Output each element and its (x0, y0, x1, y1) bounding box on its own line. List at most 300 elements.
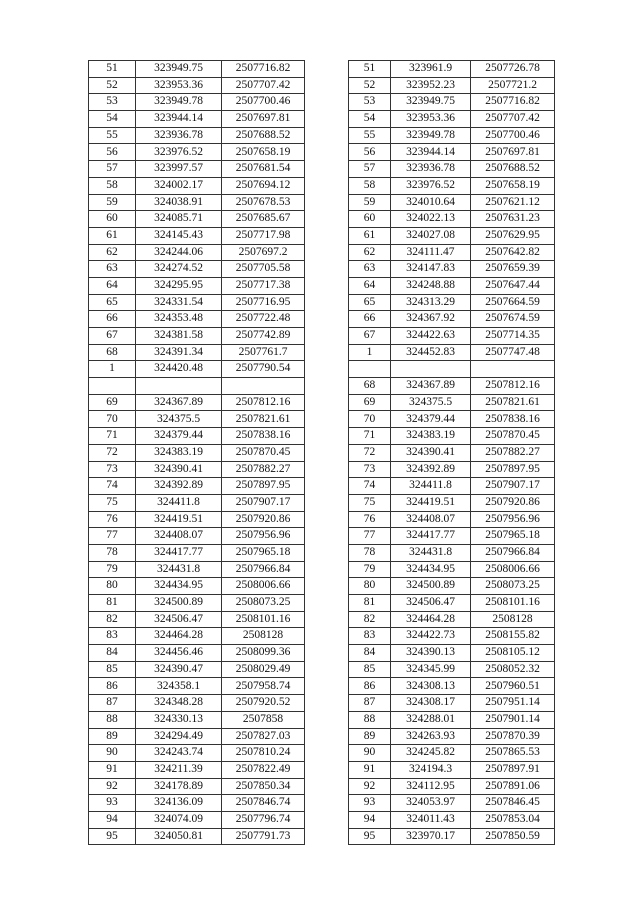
y-coordinate-cell: 2507791.73 (222, 828, 305, 845)
x-coordinate-cell: 324500.89 (391, 578, 471, 595)
table-row (349, 611, 555, 628)
y-coordinate-cell: 2507707.42 (222, 77, 305, 94)
y-coordinate-cell: 2507717.38 (222, 277, 305, 294)
y-coordinate-cell: 2507664.59 (471, 294, 555, 311)
x-coordinate-cell: 324248.88 (391, 277, 471, 294)
point-number-cell: 61 (349, 227, 391, 244)
point-number-cell: 74 (89, 478, 136, 495)
x-coordinate-cell: 324419.51 (136, 511, 222, 528)
table-row (349, 645, 555, 662)
x-coordinate-cell: 324358.1 (136, 678, 222, 695)
x-coordinate-cell: 324506.47 (136, 611, 222, 628)
x-coordinate-cell: 324243.74 (136, 745, 222, 762)
table-row (89, 244, 305, 261)
y-coordinate-cell: 2507674.59 (471, 311, 555, 328)
x-coordinate-cell: 324383.19 (391, 428, 471, 445)
point-number-cell: 51 (349, 61, 391, 78)
y-coordinate-cell: 2507688.52 (471, 161, 555, 178)
x-coordinate-cell (136, 378, 222, 395)
x-coordinate-cell: 324379.44 (391, 411, 471, 428)
x-coordinate-cell: 324027.08 (391, 227, 471, 244)
x-coordinate-cell: 324288.01 (391, 711, 471, 728)
point-number-cell: 79 (89, 561, 136, 578)
table-row (349, 177, 555, 194)
y-coordinate-cell: 2507742.89 (222, 328, 305, 345)
y-coordinate-cell: 2507647.44 (471, 277, 555, 294)
table-row (349, 311, 555, 328)
table-row (349, 127, 555, 144)
table-row (349, 211, 555, 228)
y-coordinate-cell: 2507838.16 (471, 411, 555, 428)
x-coordinate-cell: 323949.78 (136, 94, 222, 111)
table-row (349, 144, 555, 161)
point-number-cell: 66 (349, 311, 391, 328)
point-number-cell: 53 (89, 94, 136, 111)
point-number-cell: 67 (89, 328, 136, 345)
table-row (89, 227, 305, 244)
table-row (89, 277, 305, 294)
coordinate-table-right (348, 60, 555, 845)
y-coordinate-cell: 2507891.06 (471, 778, 555, 795)
y-coordinate-cell: 2507827.03 (222, 728, 305, 745)
y-coordinate-cell: 2507761.7 (222, 344, 305, 361)
point-number-cell: 58 (89, 177, 136, 194)
x-coordinate-cell: 324390.41 (391, 444, 471, 461)
x-coordinate-cell: 324211.39 (136, 761, 222, 778)
table-row (349, 94, 555, 111)
y-coordinate-cell: 2507882.27 (471, 444, 555, 461)
table-row (89, 595, 305, 612)
x-coordinate-cell: 323970.17 (391, 828, 471, 845)
table-row (349, 711, 555, 728)
x-coordinate-cell: 324390.41 (136, 461, 222, 478)
point-number-cell: 90 (89, 745, 136, 762)
point-number-cell: 52 (89, 77, 136, 94)
point-number-cell: 72 (349, 444, 391, 461)
point-number-cell: 54 (89, 111, 136, 128)
point-number-cell: 83 (89, 628, 136, 645)
y-coordinate-cell: 2507796.74 (222, 811, 305, 828)
point-number-cell (89, 378, 136, 395)
table-row (349, 661, 555, 678)
table-row (349, 728, 555, 745)
table-row (89, 544, 305, 561)
point-number-cell: 58 (349, 177, 391, 194)
y-coordinate-cell: 2507920.86 (471, 494, 555, 511)
point-number-cell: 84 (89, 645, 136, 662)
y-coordinate-cell: 2507858 (222, 711, 305, 728)
point-number-cell: 87 (89, 695, 136, 712)
point-number-cell: 95 (89, 828, 136, 845)
table-row (89, 678, 305, 695)
x-coordinate-cell: 324452.83 (391, 344, 471, 361)
point-number-cell: 51 (89, 61, 136, 78)
table-row (349, 277, 555, 294)
point-number-cell: 55 (349, 127, 391, 144)
x-coordinate-cell: 324136.09 (136, 795, 222, 812)
x-coordinate-cell: 324411.8 (391, 478, 471, 495)
point-number-cell: 65 (349, 294, 391, 311)
x-coordinate-cell: 324085.71 (136, 211, 222, 228)
point-number-cell: 63 (349, 261, 391, 278)
x-coordinate-cell: 324348.28 (136, 695, 222, 712)
table-row (349, 444, 555, 461)
x-coordinate-cell: 323952.23 (391, 77, 471, 94)
y-coordinate-cell: 2507714.35 (471, 328, 555, 345)
y-coordinate-cell: 2507850.34 (222, 778, 305, 795)
point-number-cell: 84 (349, 645, 391, 662)
table-row (89, 261, 305, 278)
x-coordinate-cell: 324002.17 (136, 177, 222, 194)
x-coordinate-cell: 324375.5 (136, 411, 222, 428)
y-coordinate-cell: 2507870.39 (471, 728, 555, 745)
table-row (89, 478, 305, 495)
x-coordinate-cell: 324381.58 (136, 328, 222, 345)
y-coordinate-cell: 2507897.91 (471, 761, 555, 778)
table-row (89, 795, 305, 812)
x-coordinate-cell: 324408.07 (136, 528, 222, 545)
y-coordinate-cell: 2507901.14 (471, 711, 555, 728)
y-coordinate-cell: 2507965.18 (471, 528, 555, 545)
point-number-cell: 68 (89, 344, 136, 361)
x-coordinate-cell: 324419.51 (391, 494, 471, 511)
table-row (89, 111, 305, 128)
x-coordinate-cell: 324011.43 (391, 811, 471, 828)
point-number-cell: 86 (89, 678, 136, 695)
table-row (349, 544, 555, 561)
x-coordinate-cell: 324392.89 (391, 461, 471, 478)
point-number-cell: 87 (349, 695, 391, 712)
y-coordinate-cell: 2508006.66 (471, 561, 555, 578)
table-row (349, 61, 555, 78)
x-coordinate-cell: 324422.73 (391, 628, 471, 645)
point-number-cell: 95 (349, 828, 391, 845)
table-row (89, 778, 305, 795)
y-coordinate-cell: 2507865.53 (471, 745, 555, 762)
y-coordinate-cell: 2507960.51 (471, 678, 555, 695)
table-row (349, 294, 555, 311)
point-number-cell: 62 (349, 244, 391, 261)
x-coordinate-cell: 323949.75 (136, 61, 222, 78)
y-coordinate-cell: 2508029.49 (222, 661, 305, 678)
y-coordinate-cell: 2507705.58 (222, 261, 305, 278)
point-number-cell: 61 (89, 227, 136, 244)
table-row (349, 578, 555, 595)
table-row (349, 261, 555, 278)
point-number-cell: 92 (349, 778, 391, 795)
x-coordinate-cell: 324330.13 (136, 711, 222, 728)
point-number-cell: 57 (349, 161, 391, 178)
x-coordinate-cell: 324464.28 (136, 628, 222, 645)
x-coordinate-cell: 324145.43 (136, 227, 222, 244)
x-coordinate-cell: 324390.13 (391, 645, 471, 662)
coordinate-table-left (88, 60, 305, 845)
y-coordinate-cell: 2507716.82 (222, 61, 305, 78)
table-row (349, 778, 555, 795)
x-coordinate-cell: 323936.78 (391, 161, 471, 178)
point-number-cell: 77 (89, 528, 136, 545)
point-number-cell: 54 (349, 111, 391, 128)
table-row (349, 344, 555, 361)
table-row (89, 294, 305, 311)
x-coordinate-cell: 324431.8 (136, 561, 222, 578)
table-row (89, 61, 305, 78)
x-coordinate-cell: 324053.97 (391, 795, 471, 812)
table-row (349, 528, 555, 545)
table-row (89, 144, 305, 161)
table-row (89, 94, 305, 111)
y-coordinate-cell: 2507897.95 (222, 478, 305, 495)
x-coordinate-cell: 323944.14 (391, 144, 471, 161)
point-number-cell: 52 (349, 77, 391, 94)
y-coordinate-cell: 2507697.2 (222, 244, 305, 261)
y-coordinate-cell: 2507678.53 (222, 194, 305, 211)
table-row (349, 428, 555, 445)
table-body-left (89, 61, 305, 845)
x-coordinate-cell: 324392.89 (136, 478, 222, 495)
x-coordinate-cell: 324383.19 (136, 444, 222, 461)
y-coordinate-cell: 2507846.74 (222, 795, 305, 812)
x-coordinate-cell: 324390.47 (136, 661, 222, 678)
point-number-cell: 68 (349, 378, 391, 395)
point-number-cell: 59 (349, 194, 391, 211)
point-number-cell: 93 (349, 795, 391, 812)
point-number-cell: 76 (349, 511, 391, 528)
y-coordinate-cell: 2507870.45 (222, 444, 305, 461)
x-coordinate-cell: 324417.77 (391, 528, 471, 545)
y-coordinate-cell: 2508006.66 (222, 578, 305, 595)
x-coordinate-cell: 324010.64 (391, 194, 471, 211)
table-row (89, 127, 305, 144)
x-coordinate-cell: 324434.95 (136, 578, 222, 595)
table-row (349, 194, 555, 211)
x-coordinate-cell: 324294.49 (136, 728, 222, 745)
x-coordinate-cell: 324263.93 (391, 728, 471, 745)
y-coordinate-cell: 2507958.74 (222, 678, 305, 695)
point-number-cell: 60 (349, 211, 391, 228)
x-coordinate-cell: 324434.95 (391, 561, 471, 578)
y-coordinate-cell: 2507685.67 (222, 211, 305, 228)
x-coordinate-cell: 324345.99 (391, 661, 471, 678)
y-coordinate-cell: 2507717.98 (222, 227, 305, 244)
table-row (89, 194, 305, 211)
point-number-cell: 78 (89, 544, 136, 561)
point-number-cell: 91 (89, 761, 136, 778)
point-number-cell: 80 (349, 578, 391, 595)
table-row (349, 328, 555, 345)
x-coordinate-cell: 323949.75 (391, 94, 471, 111)
y-coordinate-cell: 2507966.84 (471, 544, 555, 561)
x-coordinate-cell: 324367.89 (136, 394, 222, 411)
table-row (349, 494, 555, 511)
y-coordinate-cell: 2508128 (222, 628, 305, 645)
point-number-cell: 88 (349, 711, 391, 728)
x-coordinate-cell: 324408.07 (391, 511, 471, 528)
y-coordinate-cell: 2507659.39 (471, 261, 555, 278)
y-coordinate-cell: 2507821.61 (222, 411, 305, 428)
x-coordinate-cell: 324313.29 (391, 294, 471, 311)
x-coordinate-cell: 323961.9 (391, 61, 471, 78)
point-number-cell: 76 (89, 511, 136, 528)
table-row (349, 111, 555, 128)
y-coordinate-cell: 2507642.82 (471, 244, 555, 261)
y-coordinate-cell: 2507838.16 (222, 428, 305, 445)
point-number-cell: 82 (89, 611, 136, 628)
y-coordinate-cell: 2507870.45 (471, 428, 555, 445)
table-row (89, 761, 305, 778)
table-row (89, 511, 305, 528)
table-row (349, 695, 555, 712)
y-coordinate-cell (222, 378, 305, 395)
table-row (89, 645, 305, 662)
point-number-cell: 94 (89, 811, 136, 828)
x-coordinate-cell: 324194.3 (391, 761, 471, 778)
table-row (349, 244, 555, 261)
y-coordinate-cell: 2507722.48 (222, 311, 305, 328)
y-coordinate-cell: 2507681.54 (222, 161, 305, 178)
x-coordinate-cell: 324331.54 (136, 294, 222, 311)
table-body-right (349, 61, 555, 845)
x-coordinate-cell: 323936.78 (136, 127, 222, 144)
point-number-cell: 81 (89, 595, 136, 612)
point-number-cell: 75 (89, 494, 136, 511)
point-number-cell: 55 (89, 127, 136, 144)
table-row (89, 628, 305, 645)
table-row (89, 344, 305, 361)
y-coordinate-cell: 2507621.12 (471, 194, 555, 211)
table-row (89, 528, 305, 545)
x-coordinate-cell: 324112.95 (391, 778, 471, 795)
point-number-cell: 73 (349, 461, 391, 478)
x-coordinate-cell: 324111.47 (391, 244, 471, 261)
x-coordinate-cell: 324178.89 (136, 778, 222, 795)
x-coordinate-cell: 323953.36 (136, 77, 222, 94)
table-row (89, 177, 305, 194)
point-number-cell: 85 (89, 661, 136, 678)
x-coordinate-cell: 324308.17 (391, 695, 471, 712)
y-coordinate-cell: 2507956.96 (471, 511, 555, 528)
table-row (89, 211, 305, 228)
table-row (349, 795, 555, 812)
y-coordinate-cell: 2507726.78 (471, 61, 555, 78)
table-row (349, 77, 555, 94)
table-row (349, 595, 555, 612)
y-coordinate-cell (471, 361, 555, 378)
y-coordinate-cell: 2507721.2 (471, 77, 555, 94)
point-number-cell: 85 (349, 661, 391, 678)
point-number-cell: 80 (89, 578, 136, 595)
point-number-cell: 69 (89, 394, 136, 411)
table-row (89, 411, 305, 428)
point-number-cell: 66 (89, 311, 136, 328)
blank-separator-row (89, 378, 305, 395)
x-coordinate-cell: 324308.13 (391, 678, 471, 695)
point-number-cell: 91 (349, 761, 391, 778)
y-coordinate-cell: 2507658.19 (471, 177, 555, 194)
y-coordinate-cell: 2507812.16 (471, 378, 555, 395)
x-coordinate-cell: 324050.81 (136, 828, 222, 845)
x-coordinate-cell: 324147.83 (391, 261, 471, 278)
point-number-cell: 77 (349, 528, 391, 545)
x-coordinate-cell: 324367.89 (391, 378, 471, 395)
table-row (349, 411, 555, 428)
point-number-cell: 90 (349, 745, 391, 762)
y-coordinate-cell: 2508155.82 (471, 628, 555, 645)
table-row (89, 611, 305, 628)
point-number-cell: 70 (349, 411, 391, 428)
point-number-cell: 64 (89, 277, 136, 294)
y-coordinate-cell: 2507694.12 (222, 177, 305, 194)
y-coordinate-cell: 2507966.84 (222, 561, 305, 578)
table-row (349, 761, 555, 778)
point-number-cell: 79 (349, 561, 391, 578)
table-row (89, 461, 305, 478)
table-row (89, 494, 305, 511)
y-coordinate-cell: 2507846.45 (471, 795, 555, 812)
point-number-cell: 1 (349, 344, 391, 361)
x-coordinate-cell: 324422.63 (391, 328, 471, 345)
blank-separator-row (349, 361, 555, 378)
y-coordinate-cell: 2507688.52 (222, 127, 305, 144)
x-coordinate-cell: 324391.34 (136, 344, 222, 361)
y-coordinate-cell: 2507658.19 (222, 144, 305, 161)
table-row (349, 394, 555, 411)
point-number-cell: 67 (349, 328, 391, 345)
point-number-cell: 73 (89, 461, 136, 478)
x-coordinate-cell: 324456.46 (136, 645, 222, 662)
point-number-cell: 75 (349, 494, 391, 511)
x-coordinate-cell: 324244.06 (136, 244, 222, 261)
point-number-cell: 70 (89, 411, 136, 428)
x-coordinate-cell: 324417.77 (136, 544, 222, 561)
y-coordinate-cell: 2508073.25 (222, 595, 305, 612)
y-coordinate-cell: 2507700.46 (222, 94, 305, 111)
table-row (89, 711, 305, 728)
table-row (349, 461, 555, 478)
point-number-cell: 69 (349, 394, 391, 411)
point-number-cell: 89 (89, 728, 136, 745)
y-coordinate-cell: 2508073.25 (471, 578, 555, 595)
y-coordinate-cell: 2507850.59 (471, 828, 555, 845)
y-coordinate-cell: 2507907.17 (222, 494, 305, 511)
point-number-cell: 71 (89, 428, 136, 445)
point-number-cell: 72 (89, 444, 136, 461)
point-number-cell: 63 (89, 261, 136, 278)
point-number-cell: 92 (89, 778, 136, 795)
x-coordinate-cell: 324353.48 (136, 311, 222, 328)
table-row (89, 77, 305, 94)
table-row (89, 661, 305, 678)
y-coordinate-cell: 2507821.61 (471, 394, 555, 411)
x-coordinate-cell (391, 361, 471, 378)
point-number-cell: 56 (349, 144, 391, 161)
x-coordinate-cell: 324074.09 (136, 811, 222, 828)
table-row (89, 428, 305, 445)
table-row (349, 161, 555, 178)
y-coordinate-cell: 2507790.54 (222, 361, 305, 378)
table-row (349, 378, 555, 395)
point-number-cell: 71 (349, 428, 391, 445)
x-coordinate-cell: 324295.95 (136, 277, 222, 294)
y-coordinate-cell: 2507716.82 (471, 94, 555, 111)
x-coordinate-cell: 324245.82 (391, 745, 471, 762)
table-row (349, 511, 555, 528)
point-number-cell: 94 (349, 811, 391, 828)
y-coordinate-cell: 2507822.49 (222, 761, 305, 778)
table-row (89, 394, 305, 411)
point-number-cell: 1 (89, 361, 136, 378)
table-row (89, 361, 305, 378)
